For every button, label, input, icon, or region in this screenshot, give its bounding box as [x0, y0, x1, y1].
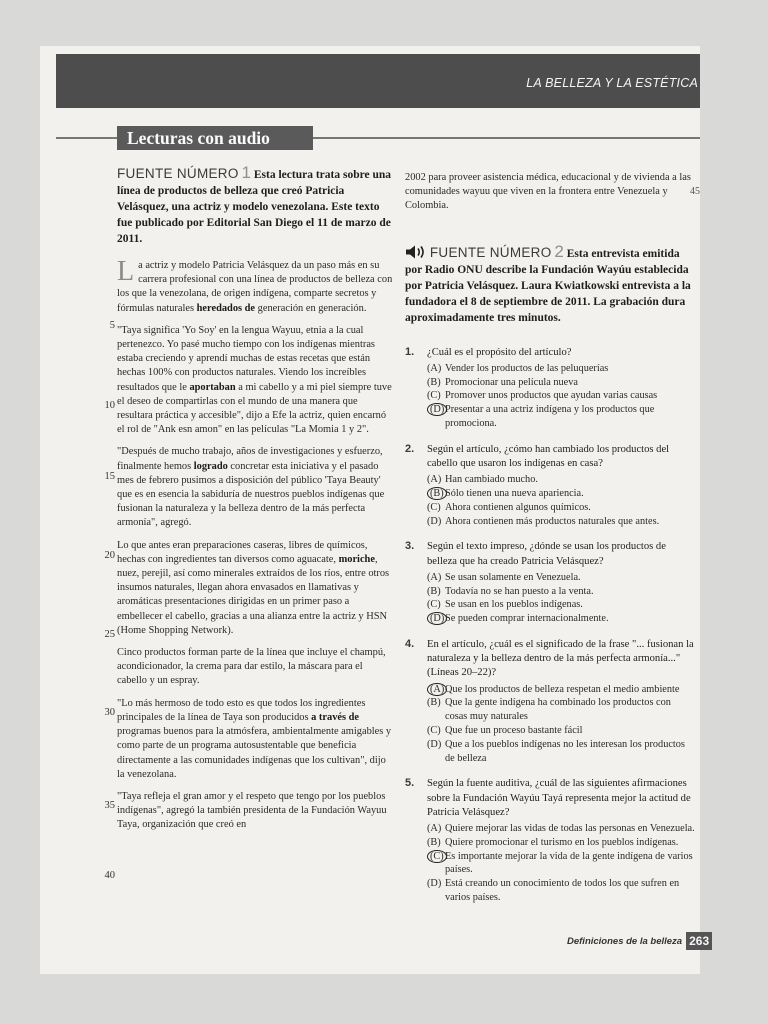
answer-option[interactable]: [427, 696, 695, 724]
reading-paragraph-2: [117, 324, 393, 438]
option-text: Que fue un proceso bastante fácil: [445, 724, 583, 736]
option-letter-text: (A): [427, 571, 442, 583]
question-item: [405, 777, 695, 904]
answer-option[interactable]: [427, 403, 695, 431]
option-letter: [427, 598, 445, 612]
header-bar: [56, 54, 700, 108]
option-letter-text: (B): [427, 697, 441, 709]
source1-label: FUENTE NÚMERO: [117, 166, 239, 181]
answer-option[interactable]: [427, 598, 695, 612]
answer-option[interactable]: [427, 376, 695, 390]
textbook-page: [40, 46, 710, 974]
option-letter-text: (D): [427, 738, 442, 750]
question-number: 4.: [405, 637, 415, 650]
answer-option[interactable]: [427, 389, 695, 403]
reading-continuation: 2002 para proveer asistencia médica, educacional y de vivienda a las comunidades wayuu que viven en la frontera entre Venezuela y Colombia.: [405, 172, 691, 212]
option-text: Que a los pueblos indígenas no les interesan los productos de belleza: [445, 738, 685, 764]
option-letter-text: (A): [427, 362, 442, 374]
line-number: 35: [104, 800, 115, 811]
option-letter-text: (C): [427, 724, 441, 736]
reading-text: [104, 256, 393, 881]
question-text: Según la fuente auditiva, ¿cuál de las siguientes afirmaciones sobre la Fundación Wayúu Tayá representa mejor la actitud de Patricia Velásquez?: [427, 778, 691, 818]
option-letter-text: (C): [427, 850, 447, 863]
page-footer: [567, 931, 712, 951]
option-letter-text: (B): [427, 836, 441, 848]
option-letter-text: (D): [427, 515, 442, 527]
margin-line-number: 45: [690, 186, 700, 197]
option-text: Se usan en los pueblos indígenas.: [445, 599, 583, 611]
question-number: 2.: [405, 442, 415, 455]
line-number: 5: [109, 320, 115, 331]
text-run: programas buenos para la atmósfera, ambientalmente amigables y como parte de un programa autosustentable que beneficia directamente a las comunidades indígenas que los cultivan", dijo la venezolana.: [117, 726, 392, 780]
option-text: Vender los productos de las peluquerías: [445, 362, 609, 374]
answer-option[interactable]: [427, 877, 695, 905]
option-text: Quiere mejorar las vidas de todas las personas en Venezuela.: [445, 822, 695, 834]
option-letter: [427, 389, 445, 403]
answer-option[interactable]: [427, 724, 695, 738]
reading-paragraph-4: [117, 539, 393, 638]
section-title: Lecturas con audio: [117, 126, 313, 150]
option-letter-text: (D): [427, 878, 442, 890]
reading-paragraph-7: "Taya refleja el gran amor y el respeto que tengo por los pueblos indígenas", agregó la también presidenta de la Fundación Wayuu Taya, organización que creó en: [117, 790, 387, 831]
reading-paragraph-1: [117, 256, 393, 316]
page-number: 263: [686, 932, 712, 950]
text-run: "Taya significa 'Yo Soy' en la lengua Wayuu, etnia a la cual pertenezco. Yo pasé mucho tiempo con los indígenas mientras estaba creciendo y aprendí muchas de estas recetas que están hechas 100% con productos naturales. Viendo los increíbles resultados que le: [117, 324, 375, 393]
option-text: Está creando un conocimiento de todos los que sufren en varios países.: [445, 878, 680, 903]
answer-option[interactable]: [427, 738, 695, 766]
text-run: a actriz y modelo Patricia Velásquez da un paso más en su carrera profesional con una línea de productos de belleza con los que la venezolana, de origen indígena, comparte secretos y fórmulas naturales: [117, 260, 393, 314]
answer-option[interactable]: [427, 515, 695, 529]
option-letter-text: (A): [427, 822, 442, 834]
option-text: Es importante mejorar la vida de la gente indígena de varios países.: [445, 850, 693, 876]
option-letter-text: (A): [427, 683, 447, 696]
answer-option[interactable]: [427, 822, 695, 836]
option-letter: [427, 738, 445, 766]
source2-label: FUENTE NÚMERO: [429, 244, 552, 260]
question-number: 5.: [405, 777, 415, 790]
question-text: Según el artículo, ¿cómo han cambiado los productos del cabello que usaron los indígenas en casa?: [427, 443, 670, 469]
text-run: "Después de mucho trabajo, años de investigaciones y esfuerzo, finalmente hemos: [117, 446, 383, 472]
answer-options: [427, 571, 695, 626]
right-column: [405, 171, 700, 905]
circled-option-letter: [427, 850, 445, 878]
answer-option[interactable]: [427, 473, 695, 487]
option-text: Que los productos de belleza respetan el medio ambiente: [445, 683, 680, 695]
line-number: 10: [104, 400, 115, 411]
option-letter: [427, 822, 445, 836]
line-number: 15: [104, 471, 115, 482]
option-letter: [427, 696, 445, 724]
source1-heading: [117, 165, 393, 247]
option-letter-text: (D): [427, 612, 447, 625]
option-letter: [427, 376, 445, 390]
question-item: [405, 443, 695, 529]
question-text: En el artículo, ¿cuál es el significado de la frase "... fusionan la naturaleza y la belleza dentro de la más perfecta armonía..." (Líneas 20–22)?: [427, 638, 694, 679]
question-text: Según el texto impreso, ¿dónde se usan los productos de belleza que ha creado Patricia Velásquez?: [427, 541, 666, 567]
vocab-highlight: a través de: [311, 711, 360, 723]
circled-option-letter: [427, 683, 445, 697]
text-run: , nuez, perejil, así como minerales extraídos de los ríos, entre otros insumos naturales, llegan ahora envasados en llamativas y aromáticas presentaciones dirigidas en un primer paso a embellecer el cabello, gracias a una alianza entre la actriz y HSN (Home Shopping Network).: [117, 553, 390, 636]
reading-paragraph-6: [117, 697, 393, 782]
option-letter-text: (D): [427, 403, 447, 416]
reading-paragraph-3: [117, 445, 393, 530]
option-text: Quiere promocionar el turismo en los pueblos indígenas.: [445, 836, 679, 848]
question-item: [405, 638, 695, 765]
speaker-audio-icon[interactable]: [405, 245, 427, 259]
text-run: "Lo más hermoso de todo esto es que todos los ingredientes principales de la línea de Taya son producidos: [117, 697, 366, 723]
option-text: Promocionar una película nueva: [445, 376, 578, 388]
source2-number: 2: [554, 241, 564, 261]
question-item: [405, 346, 695, 431]
question-text: ¿Cuál es el propósito del artículo?: [427, 346, 572, 358]
answer-option[interactable]: [427, 612, 695, 626]
answer-option[interactable]: [427, 571, 695, 585]
text-run: concretar esta iniciativa y el pasado mes de febrero pusimos a disposición del público 'Taya Beauty' que es en esencia la sabiduría de nuestros pueblos indígenas que fusionan la naturaleza y la belleza dentro de la más perfecta armonía", agregó.: [117, 460, 385, 529]
line-number: 25: [104, 629, 115, 640]
vocab-highlight: moriche: [338, 553, 375, 565]
option-letter-text: (C): [427, 501, 441, 513]
left-column: [104, 163, 393, 881]
option-letter: [427, 571, 445, 585]
answer-option[interactable]: [427, 501, 695, 515]
answer-option[interactable]: [427, 585, 695, 599]
option-text: Ahora contienen más productos naturales que antes.: [445, 515, 660, 527]
option-letter-text: (C): [427, 599, 441, 611]
option-letter-text: (B): [427, 585, 441, 597]
circled-option-letter: [427, 612, 445, 626]
line-number: 40: [104, 870, 115, 881]
footer-title: Definiciones de la belleza: [567, 935, 683, 947]
vocab-highlight: aportaban: [189, 381, 236, 393]
reading-paragraph-5: Cinco productos forman parte de la línea que incluye el champú, acondicionador, la crema para dar estilo, la máscara para el cabello y un espray.: [117, 647, 386, 687]
option-text: Sólo tienen una nueva apariencia.: [445, 488, 584, 499]
option-text: Todavía no se han puesto a la venta.: [445, 585, 594, 597]
source1-number: 1: [241, 163, 251, 182]
chapter-title: LA BELLEZA Y LA ESTÉTICA: [526, 76, 698, 90]
option-text: Promover unos productos que ayudan varias causas: [445, 390, 658, 402]
question-number: 3.: [405, 540, 415, 553]
option-text: Han cambiado mucho.: [445, 474, 538, 486]
section-rule-right: [313, 137, 700, 139]
option-letter: [427, 836, 445, 850]
option-letter: [427, 877, 445, 905]
option-letter-text: (A): [427, 474, 442, 486]
text-run: a mi cabello y a mi piel siempre tuve el deseo de compartirlas con el mundo de una manera que resultara práctica y accesible", dijo a Efe la actriz, quien encarnó el rol de "Ank esn amon" en las películas "La Momia 1 y 2".: [117, 381, 392, 436]
answer-option[interactable]: [427, 683, 695, 697]
answer-options: [427, 822, 695, 905]
option-letter-text: (B): [427, 376, 441, 388]
text-run: Lo que antes eran preparaciones caseras, libres de químicos, hechas con ingredientes tan diversos como aguacate,: [117, 539, 368, 565]
option-letter: [427, 473, 445, 487]
option-letter: [427, 515, 445, 529]
answer-option[interactable]: [427, 850, 695, 878]
answer-options: [427, 473, 695, 528]
option-letter: [427, 362, 445, 376]
option-text: Que la gente indígena ha combinado los productos con cosas muy naturales: [445, 697, 671, 723]
option-letter-text: (C): [427, 390, 441, 402]
line-number: 30: [104, 707, 115, 718]
answer-option[interactable]: [427, 487, 695, 501]
vocab-highlight: heredados de: [196, 302, 256, 314]
vocab-highlight: logrado: [193, 460, 228, 472]
line-number: 20: [104, 550, 115, 561]
text-run: generación en generación.: [255, 302, 367, 314]
source2-description: Esta entrevista emitida por Radio ONU describe la Fundación Wayúu establecida por Patricia Velásquez. Laura Kwiatkowski entrevista a la fundadora el 8 de septiembre de 2011. La grabación dura aproximadamente tres minutos.: [405, 247, 691, 324]
option-letter: [427, 724, 445, 738]
section-rule-left: [56, 137, 118, 139]
answer-option[interactable]: [427, 362, 695, 376]
question-list: [405, 346, 695, 905]
option-letter: [427, 585, 445, 599]
answer-options: [427, 683, 695, 766]
circled-option-letter: [427, 403, 445, 431]
answer-options: [427, 362, 695, 431]
answer-option[interactable]: [427, 836, 695, 850]
option-text: Ahora contienen algunos químicos.: [445, 501, 591, 513]
option-text: Se pueden comprar internacionalmente.: [445, 613, 609, 625]
question-number: 1.: [405, 345, 415, 358]
option-letter: [427, 501, 445, 515]
option-text: Presentar a una actriz indígena y los productos que promociona.: [445, 404, 655, 429]
option-text: Se usan solamente en Venezuela.: [445, 571, 581, 583]
drop-cap: L: [117, 256, 135, 287]
source1-description: Esta lectura trata sobre una línea de productos de belleza que creó Patricia Velásquez, una actriz y modelo venezolana. Este texto fue publicado por Editorial San Diego el 11 de marzo de 2011.: [117, 169, 392, 245]
question-item: [405, 540, 695, 626]
source2-heading: [405, 241, 695, 326]
circled-option-letter: [427, 487, 445, 501]
option-letter-text: (B): [427, 487, 447, 500]
